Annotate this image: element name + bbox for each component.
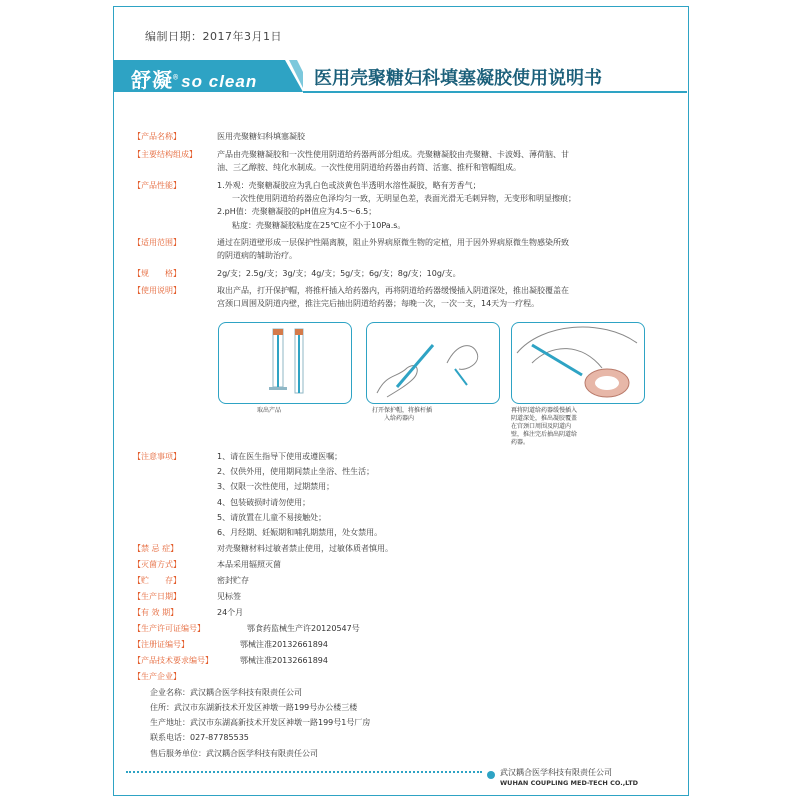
- scope-line: 的阴道病的辅助治疗。: [217, 251, 297, 260]
- label-validity: 【有 效 期】: [133, 608, 179, 617]
- hands-image: [367, 323, 499, 403]
- value-tech-requirement: 鄂械注准20132661894: [240, 656, 328, 665]
- performance-line: 一次性使用阴道给药器应色泽均匀一致，无明显色差，表面光滑无毛刺异物，无变形和明显擦痕；: [232, 194, 576, 203]
- performance-line: 2.pH值：壳聚糖凝胶的pH值应为4.5～6.5；: [217, 207, 377, 216]
- value-validity: 24个月: [217, 608, 244, 617]
- composition-line: 产品由壳聚糖凝胶和一次性使用阴道给药器两部分组成。壳聚糖凝胶由壳聚糖、卡波姆、薄荷脑、甘: [217, 150, 569, 159]
- caution-line: 2、仅供外用，使用期间禁止坐浴、性生活；: [217, 467, 375, 476]
- brand-cn: 舒凝: [131, 70, 173, 92]
- caption-open-cap-2: 入给药器内: [384, 415, 415, 422]
- label-product-name: 【产品名称】: [133, 132, 181, 141]
- manufacturer-line: 生产地址：武汉市东湖高新技术开发区神墩一路199号1号厂房: [150, 718, 371, 727]
- brand-en: so clean: [181, 72, 258, 91]
- illustration-insert: [511, 322, 645, 404]
- edit-date: 编制日期：2017年3月1日: [145, 30, 282, 43]
- label-registration: 【注册证编号】: [133, 640, 189, 649]
- caption-insert-3: 在宫颈口周围及阴道内: [511, 423, 572, 430]
- caption-open-cap-1: 打开保护帽，将推杆插: [372, 407, 433, 414]
- performance-line: 1.外观：壳聚糖凝胶应为乳白色或淡黄色半透明水溶性凝胶，略有芳香气；: [217, 181, 481, 190]
- value-production-date: 见标签: [217, 592, 241, 601]
- caution-line: 4、包装破损时请勿使用；: [217, 498, 311, 507]
- caution-line: 6、月经期、妊娠期和哺乳期禁用，处女禁用。: [217, 528, 383, 537]
- document-title: 医用壳聚糖妇科填塞凝胶使用说明书: [314, 68, 602, 89]
- label-specs: 【规 格】: [133, 269, 181, 278]
- illustration-open-cap: [366, 322, 500, 404]
- caution-line: 5、请放置在儿童不易接触处；: [217, 513, 327, 522]
- manufacturer-line: 企业名称：武汉耦合医学科技有限责任公司: [150, 688, 302, 697]
- usage-line: 取出产品，打开保护帽，将推杆插入给药器内，再将阴道给药器缓慢插入阴道深处，推出凝胶覆盖在: [217, 286, 569, 295]
- caption-insert-2: 阴道深处，推出凝胶覆盖: [511, 415, 578, 422]
- caution-line: 3、仅限一次性使用，过期禁用；: [217, 482, 335, 491]
- label-scope: 【适用范围】: [133, 238, 181, 247]
- caption-take-out: 取出产品: [257, 407, 282, 414]
- value-specs: 2g/支；2.5g/支；3g/支；4g/支；5g/支；6g/支；8g/支；10g/支。: [217, 269, 461, 278]
- label-tech-requirement: 【产品技术要求编号】: [133, 656, 213, 665]
- insertion-image: [512, 323, 644, 403]
- value-storage: 密封贮存: [217, 576, 249, 585]
- caption-insert-5: 药器。: [511, 439, 530, 446]
- value-registration: 鄂械注准20132661894: [240, 640, 328, 649]
- caption-insert-1: 再将阴道给药器缓慢插入: [511, 407, 578, 414]
- manufacturer-line: 住所：武汉市东湖新技术开发区神墩一路199号办公楼三楼: [150, 703, 358, 712]
- label-performance: 【产品性能】: [133, 181, 181, 190]
- label-license: 【生产许可证编号】: [133, 624, 205, 633]
- brand-reg: ®: [173, 74, 180, 82]
- label-sterilization: 【灭菌方式】: [133, 560, 181, 569]
- label-production-date: 【生产日期】: [133, 592, 181, 601]
- performance-line: 粘度：壳聚糖凝胶粘度在25℃应不小于10Pa.s。: [232, 221, 406, 230]
- label-cautions: 【注意事项】: [133, 452, 181, 461]
- caution-line: 1、请在医生指导下使用或遵医嘱；: [217, 452, 343, 461]
- manufacturer-line: 售后服务单位：武汉耦合医学科技有限责任公司: [150, 749, 318, 758]
- caption-insert-4: 壁，推注完后抽出阴道给: [511, 431, 578, 438]
- value-sterilization: 本品采用辐照灭菌: [217, 560, 281, 569]
- scope-line: 通过在阴道壁形成一层保护性隔离膜，阻止外界病原微生物的定植，用于因外界病原微生物感染所致: [217, 238, 569, 247]
- label-contraindication: 【禁 忌 症】: [133, 544, 179, 553]
- label-storage: 【贮 存】: [133, 576, 181, 585]
- value-product-name: 医用壳聚糖妇科填塞凝胶: [217, 132, 305, 141]
- footer-company-cn: 武汉耦合医学科技有限责任公司: [500, 768, 612, 777]
- label-usage: 【使用说明】: [133, 286, 181, 295]
- company-logo-icon: [487, 771, 495, 779]
- manufacturer-line: 联系电话：027-87785535: [150, 733, 249, 742]
- usage-line: 宫颈口周围及阴道内壁，推注完后抽出阴道给药器；每晚一次，一次一支，14天为一疗程。: [217, 299, 540, 308]
- composition-line: 油、三乙醇胺、纯化水制成。一次性使用阴道给药器由药筒、活塞、推杆和管帽组成。: [217, 163, 521, 172]
- value-contraindication: 对壳聚糖材料过敏者禁止使用，过敏体质者慎用。: [217, 544, 393, 553]
- label-manufacturer: 【生产企业】: [133, 672, 181, 681]
- value-license: 鄂食药监械生产许20120547号: [247, 624, 360, 633]
- footer-dotted-rule: [126, 771, 482, 773]
- brand-logo: [131, 64, 257, 93]
- footer-company-en: WUHAN COUPLING MED-TECH CO.,LTD: [500, 779, 639, 787]
- illustration-take-out: [218, 322, 352, 404]
- applicator-image: [219, 323, 351, 403]
- label-composition: 【主要结构组成】: [133, 150, 197, 159]
- title-rule: [303, 91, 687, 93]
